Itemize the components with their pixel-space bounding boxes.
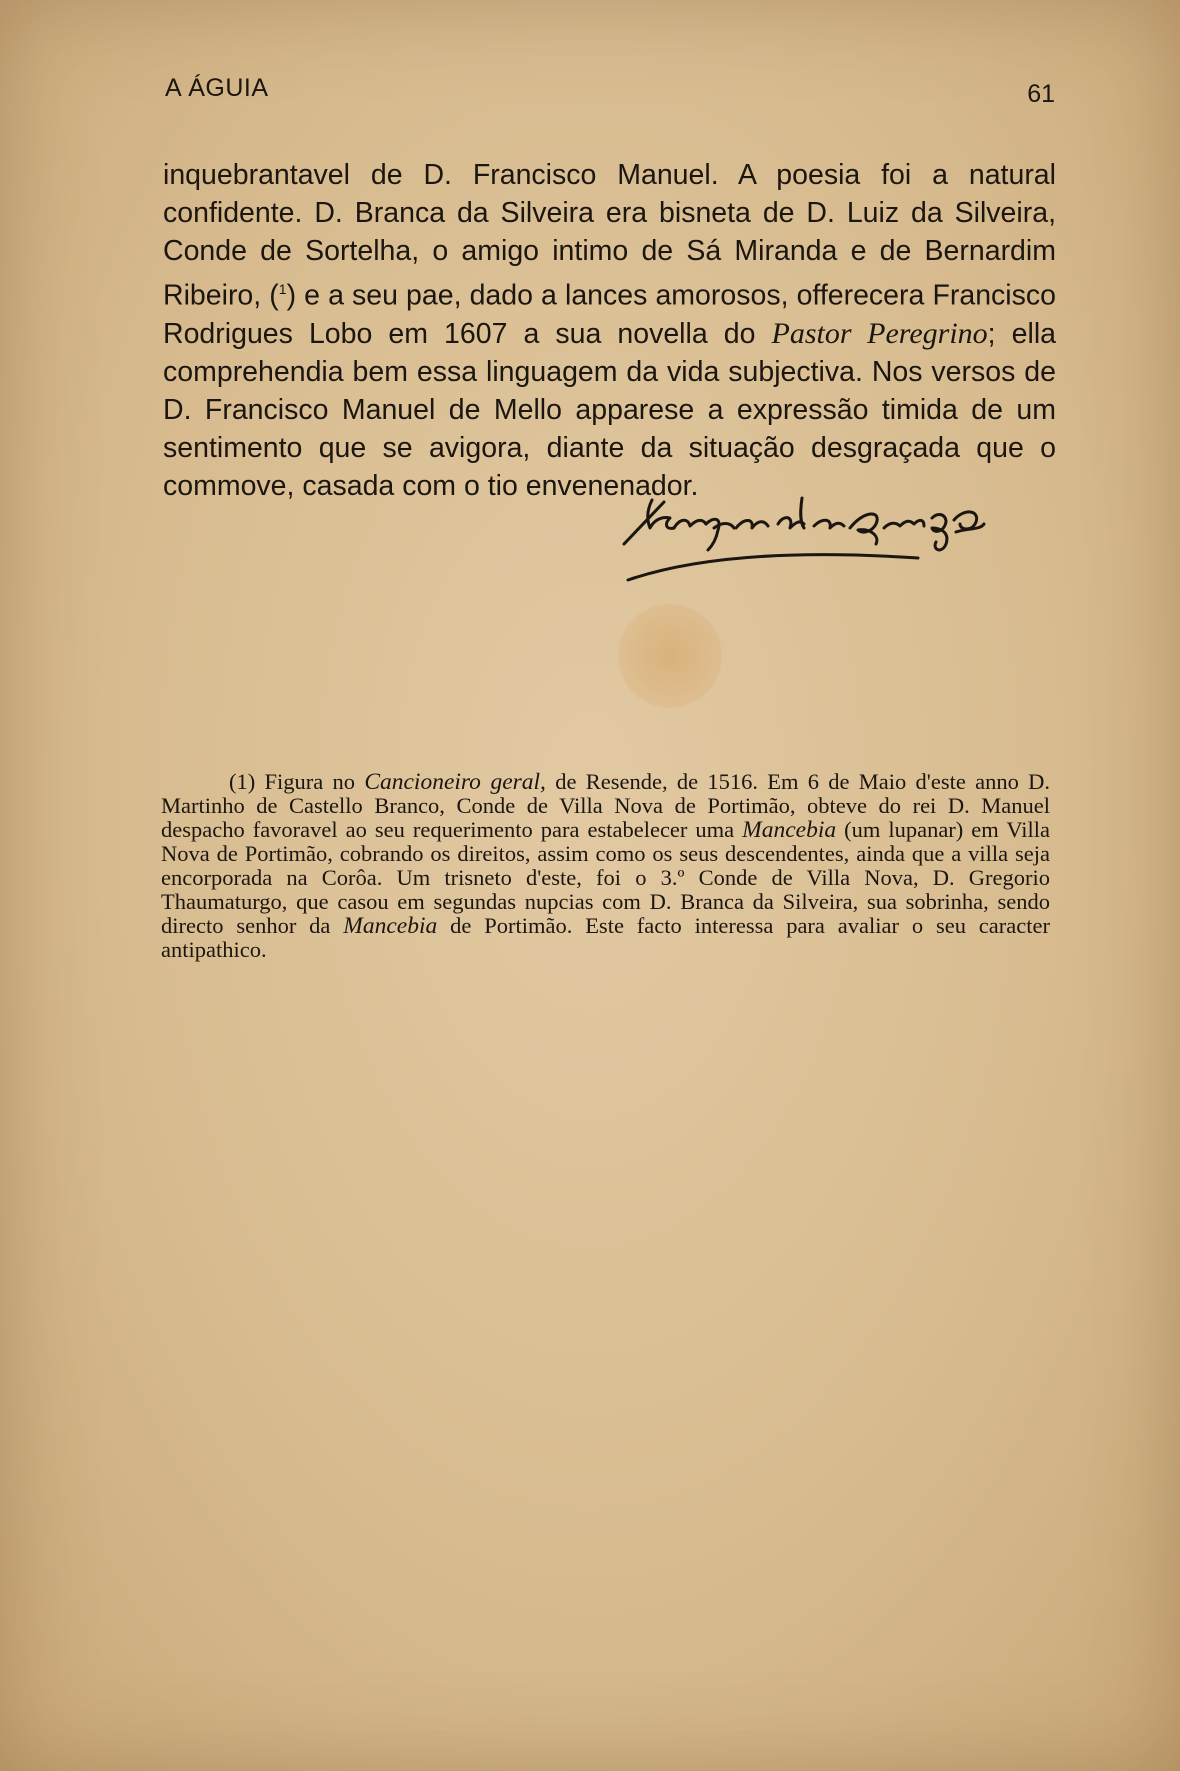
text-segment: de Resende, de 1516. Em 6 de Maio d'este anno D. Martinho de Castello Branco, Conde de Villa Nova de Portimão, obteve do rei D. Manuel despacho favoravel ao seu requerimento para estabelecer uma [161, 769, 1050, 842]
paragraph [163, 156, 1056, 505]
text-segment: de Portimão. Este facto interessa para avaliar o seu caracter antipathico. [161, 913, 1050, 962]
main-paragraph [163, 156, 1056, 505]
footnote-marker: (1) [229, 769, 256, 794]
page-header [165, 74, 1055, 110]
running-title: A ÁGUIA [165, 74, 269, 102]
text-segment: ) e a seu pae, dado a lances amorosos, offerecera Francisco Rodrigues Lobo em 1607 a sua novella do [163, 279, 1056, 350]
paper-stain [618, 604, 722, 708]
book-title: Pastor Peregrino [771, 316, 988, 350]
author-signature [618, 488, 1022, 592]
page-number: 61 [1027, 80, 1055, 108]
italic-term: Mancebia [343, 913, 438, 939]
footnote-reference: 1 [278, 281, 287, 297]
text-segment: inquebrantavel de D. Francisco Manuel. A poesia foi a natural confidente. D. Branca da Silveira era bisneta de D. Luiz da Silveira, Conde de Sortelha, o amigo intimo de Sá Miranda e de Bernardim Ribeiro, ( [163, 159, 1056, 312]
italic-term: Mancebia [742, 817, 837, 843]
text-segment: ; ella comprehendia bem essa linguagem da vida subjectiva. Nos versos de D. Francisco Manuel de Mello apparese a expressão timida de um sentimento que se avigora, diante da situação desgraçada que o commove, casada com o tio envenenador. [163, 317, 1057, 502]
text-segment: Figura no [255, 769, 365, 794]
text-segment: (um lupanar) em Villa Nova de Portimão, cobrando os direitos, assim como os seus descendentes, ainda que a villa seja encorporada na Corôa. Um trisneto d'este, foi o 3.º Conde de Villa Nova, D. Gregorio Thaumaturgo, que casou em segundas nupcias com D. Branca da Silveira, sua sobrinha, sendo directo senhor da [161, 817, 1050, 938]
footnote [161, 770, 1050, 962]
footnote-text [161, 770, 1050, 962]
work-title: Cancioneiro geral, [364, 769, 546, 795]
